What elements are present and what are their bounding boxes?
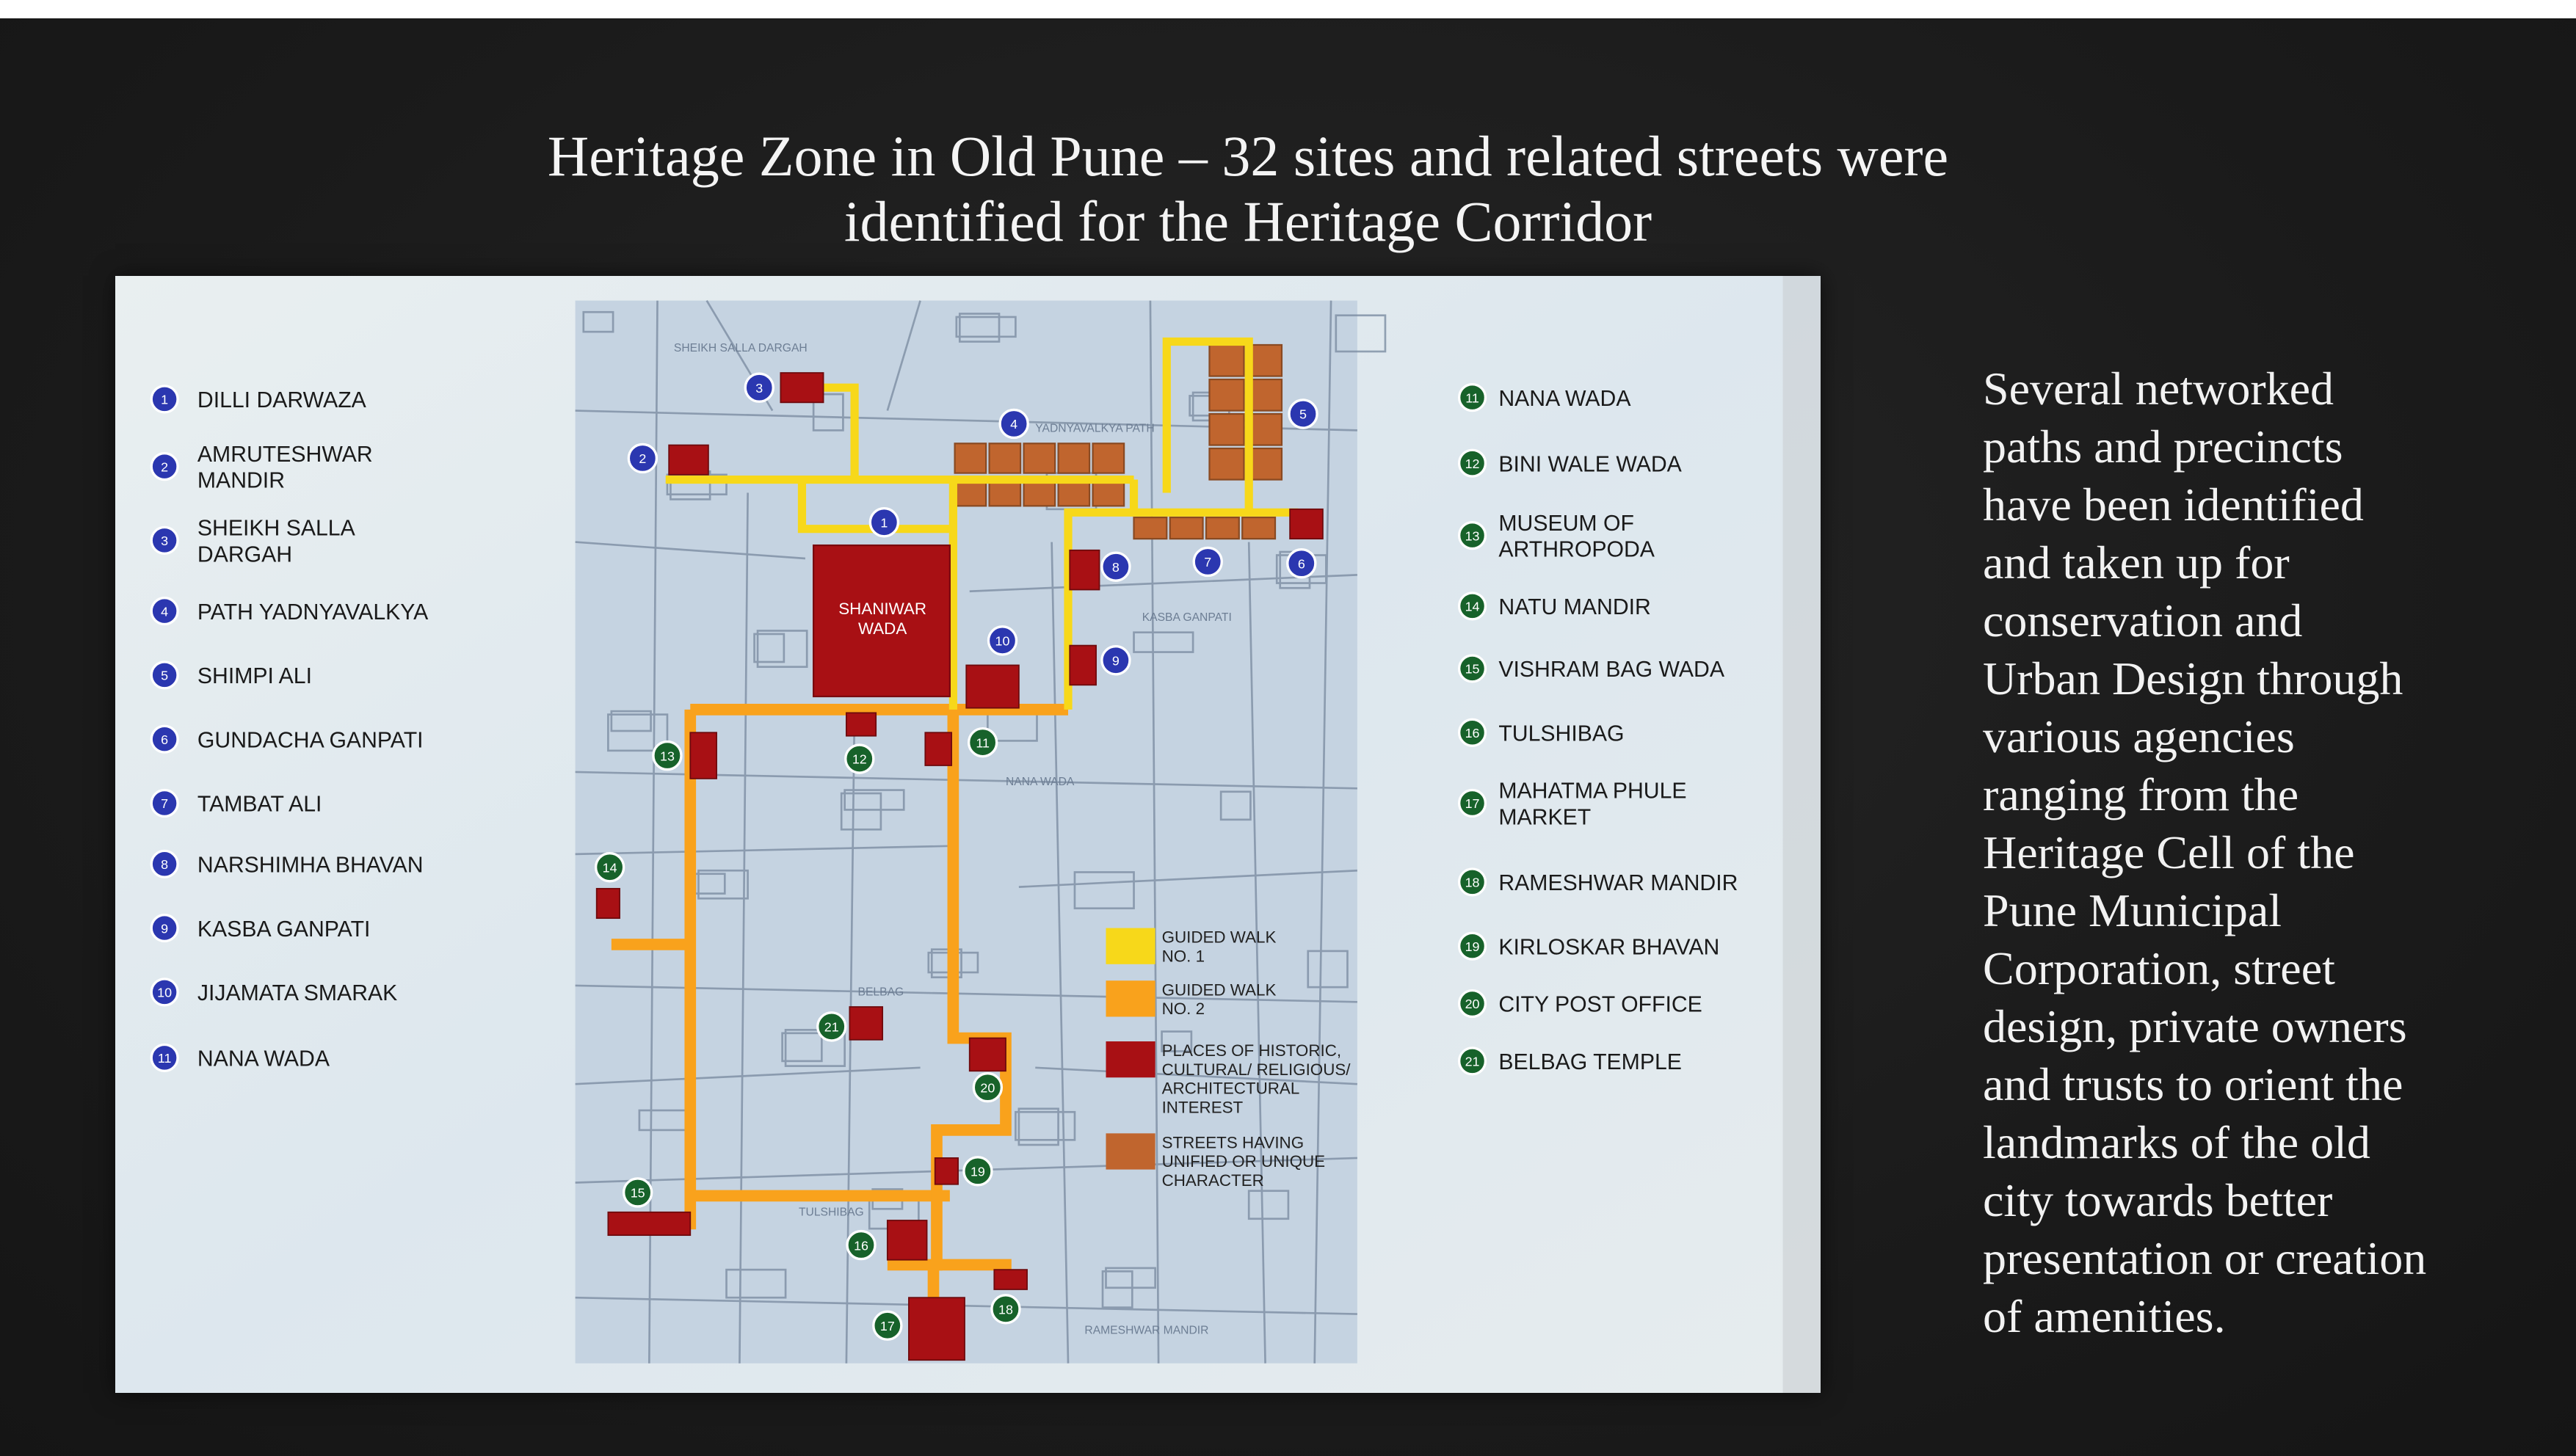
legend-item: [1459, 869, 1738, 895]
street-label: SHEIKH SALLA DARGAH: [673, 341, 808, 354]
legend-label: NARSHIMHA BHAVAN: [197, 853, 424, 878]
marker-number: 3: [755, 380, 763, 396]
legend-label: MARKET: [1498, 805, 1592, 830]
legend-number: 16: [1465, 725, 1480, 740]
legend-number: 3: [161, 534, 169, 549]
legend-number: 5: [161, 668, 169, 683]
street-label: BELBAG: [857, 986, 904, 999]
marker-number: 4: [1010, 417, 1018, 432]
street-label: TULSHIBAG: [798, 1206, 864, 1219]
heritage-site-block: [994, 1270, 1027, 1289]
heritage-site-block: [909, 1297, 965, 1360]
legend-label: TAMBAT ALI: [197, 792, 322, 817]
map-key-label: ARCHITECTURAL: [1161, 1079, 1300, 1098]
site-marker-13[interactable]: [653, 742, 681, 770]
marker-number: 21: [824, 1019, 839, 1035]
marker-number: 7: [1204, 555, 1212, 570]
street-block: [1093, 443, 1125, 473]
marker-number: 19: [970, 1164, 985, 1179]
marker-number: 20: [980, 1080, 995, 1096]
site-marker-2[interactable]: [628, 444, 656, 472]
heritage-site-block: [690, 732, 716, 779]
map-key-swatch: [1106, 1133, 1155, 1169]
body-text-line: landmarks of the old: [1983, 1116, 2370, 1168]
heritage-site-block: [846, 713, 876, 735]
legend-number: 9: [161, 921, 169, 936]
map-paper-edge: [1783, 276, 1821, 1393]
legend-number: 11: [1465, 390, 1479, 406]
legend-label: GUNDACHA GANPATI: [197, 728, 424, 753]
legend-number: 17: [1465, 796, 1480, 812]
site-marker-10[interactable]: [988, 627, 1016, 655]
legend-label: MAHATMA PHULE: [1498, 779, 1687, 804]
legend-label: ARTHROPODA: [1498, 537, 1655, 562]
shaniwar-wada: [813, 545, 950, 696]
map-key-label: UNIFIED OR UNIQUE: [1161, 1152, 1326, 1171]
street-block: [1206, 517, 1239, 539]
legend-label: MUSEUM OF: [1498, 511, 1634, 536]
street-block: [990, 443, 1021, 473]
legend-number: 7: [161, 796, 169, 812]
street-block: [1134, 517, 1167, 539]
legend-number: 13: [1465, 528, 1480, 544]
heritage-site-block: [849, 1007, 882, 1040]
legend-label: TULSHIBAG: [1498, 721, 1625, 746]
marker-number: 13: [660, 749, 675, 764]
heritage-map-image: [115, 276, 1821, 1393]
body-text-line: have been identified: [1983, 478, 2364, 531]
marker-number: 15: [630, 1185, 645, 1201]
body-text-line: city towards better: [1983, 1174, 2333, 1226]
legend-label: DARGAH: [197, 542, 293, 567]
legend-number: 2: [161, 459, 169, 475]
map-key-label: NO. 1: [1161, 947, 1205, 966]
body-text-line: and taken up for: [1983, 536, 2290, 589]
site-marker-11[interactable]: [969, 729, 997, 757]
street-block: [1209, 448, 1244, 480]
marker-number: 10: [995, 633, 1010, 649]
marker-number: 18: [998, 1302, 1013, 1317]
legend-label: MANDIR: [197, 468, 286, 493]
map-key-swatch: [1106, 928, 1155, 964]
marker-number: 12: [852, 751, 867, 767]
map-key-label: GUIDED WALK: [1161, 928, 1277, 947]
street-label: YADNYAVALKYA PATH: [1035, 422, 1155, 435]
legend-label: RAMESHWAR MANDIR: [1498, 871, 1738, 896]
marker-number: 16: [854, 1238, 868, 1253]
heritage-site-block: [935, 1158, 958, 1184]
street-block: [955, 443, 987, 473]
map-key-label: PLACES OF HISTORIC,: [1161, 1041, 1342, 1060]
legend-item: [1459, 655, 1725, 682]
site-marker-16[interactable]: [847, 1231, 875, 1259]
title-line: identified for the Heritage Corridor: [843, 189, 1652, 253]
body-text-line: Several networked: [1983, 363, 2334, 415]
heritage-site-block: [608, 1212, 690, 1235]
heritage-site-block: [1290, 509, 1323, 539]
legend-label: NANA WADA: [1498, 386, 1631, 411]
street-block: [1209, 345, 1244, 376]
site-marker-17[interactable]: [874, 1311, 901, 1339]
site-marker-1[interactable]: [870, 509, 898, 536]
legend-item: [1459, 933, 1720, 959]
street-label: NANA WADA: [1005, 775, 1075, 788]
marker-number: 11: [976, 735, 990, 751]
street-label: KASBA GANPATI: [1142, 611, 1232, 625]
street-label: RAMESHWAR MANDIR: [1084, 1324, 1209, 1337]
site-marker-5[interactable]: [1289, 400, 1317, 428]
legend-label: JIJAMATA SMARAK: [197, 981, 398, 1006]
site-marker-3[interactable]: [745, 374, 773, 401]
legend-label: VISHRAM BAG WADA: [1498, 658, 1725, 682]
marker-number: 1: [880, 515, 888, 531]
map-key-label: INTEREST: [1161, 1098, 1244, 1117]
site-marker-18[interactable]: [992, 1295, 1020, 1323]
map-key-label: STREETS HAVING: [1161, 1133, 1305, 1152]
title-line: Heritage Zone in Old Pune – 32 sites and related streets were: [547, 124, 1949, 188]
map-key-label: GUIDED WALK: [1161, 980, 1277, 1000]
map-key-swatch: [1106, 980, 1155, 1016]
street-block: [1059, 443, 1090, 473]
body-text-line: conservation and: [1983, 594, 2303, 647]
legend-number: 8: [161, 857, 169, 873]
legend-number: 4: [161, 604, 169, 619]
site-marker-9[interactable]: [1102, 647, 1130, 674]
heritage-site-block: [888, 1220, 927, 1260]
legend-number: 11: [157, 1051, 172, 1066]
legend-number: 1: [161, 392, 169, 407]
site-marker-21[interactable]: [818, 1013, 846, 1041]
map-key-label: CULTURAL/ RELIGIOUS/: [1161, 1060, 1351, 1079]
legend-label: CITY POST OFFICE: [1498, 992, 1702, 1017]
site-marker-12[interactable]: [846, 745, 874, 773]
heritage-site-block: [925, 732, 951, 765]
site-marker-15[interactable]: [624, 1179, 652, 1206]
heritage-site-block: [780, 373, 823, 402]
street-block: [1209, 414, 1244, 445]
map-key-label: NO. 2: [1161, 1000, 1205, 1019]
street-block: [1024, 443, 1056, 473]
site-marker-4[interactable]: [1000, 410, 1028, 437]
body-text-line: Corporation, street: [1983, 942, 2335, 994]
legend-label: PATH YADNYAVALKYA: [197, 600, 429, 625]
body-text-line: of amenities.: [1983, 1290, 2226, 1342]
marker-number: 8: [1111, 559, 1120, 575]
legend-number: 15: [1465, 661, 1480, 677]
legend-number: 10: [157, 985, 173, 1000]
shaniwar-wada-label: WADA: [857, 619, 907, 638]
heritage-site-block: [970, 1038, 1006, 1071]
legend-number: 19: [1465, 939, 1480, 954]
marker-number: 9: [1111, 653, 1120, 669]
body-text-line: various agencies: [1983, 710, 2295, 762]
legend-label: KIRLOSKAR BHAVAN: [1498, 935, 1720, 960]
map-key-swatch: [1106, 1041, 1155, 1077]
heritage-site-block: [669, 445, 708, 475]
site-marker-19[interactable]: [964, 1157, 992, 1185]
body-text-line: presentation or creation: [1983, 1232, 2427, 1284]
slide-title: [367, 123, 2129, 254]
legend-label: DILLI DARWAZA: [197, 388, 366, 413]
marker-number: 5: [1299, 407, 1307, 422]
legend-number: 21: [1465, 1054, 1480, 1069]
legend-number: 20: [1465, 997, 1480, 1012]
marker-number: 2: [639, 451, 647, 467]
legend-label: SHIMPI ALI: [197, 664, 312, 689]
site-marker-6[interactable]: [1288, 550, 1316, 578]
body-text-line: Pune Municipal: [1983, 884, 2282, 936]
body-text-line: and trusts to orient the: [1983, 1058, 2403, 1110]
map-key-label: CHARACTER: [1161, 1171, 1264, 1190]
street-block: [1242, 517, 1275, 539]
shaniwar-wada-label: SHANIWAR: [838, 600, 927, 619]
legend-label: BELBAG TEMPLE: [1498, 1050, 1682, 1075]
legend-label: SHEIKH SALLA: [197, 516, 355, 541]
legend-number: 18: [1465, 875, 1480, 890]
heritage-site-block: [1070, 646, 1096, 685]
legend-label: KASBA GANPATI: [197, 917, 371, 942]
top-white-strip: [0, 0, 2576, 18]
heritage-site-block: [597, 889, 620, 918]
body-text-line: ranging from the: [1983, 768, 2299, 820]
legend-label: NATU MANDIR: [1498, 595, 1651, 620]
legend-label: NANA WADA: [197, 1046, 330, 1071]
legend-label: BINI WALE WADA: [1498, 452, 1682, 477]
body-text-line: Heritage Cell of the: [1983, 826, 2355, 878]
body-paragraph: [1983, 360, 2426, 1345]
heritage-site-block: [966, 665, 1019, 707]
site-marker-7[interactable]: [1194, 547, 1222, 575]
street-block: [1209, 379, 1244, 411]
marker-number: 6: [1297, 556, 1305, 572]
body-text-line: Urban Design through: [1983, 652, 2403, 705]
legend-number: 6: [161, 732, 169, 747]
body-text-line: design, private owners: [1983, 1000, 2407, 1052]
body-text-line: paths and precincts: [1983, 421, 2343, 473]
marker-number: 17: [879, 1318, 895, 1333]
heritage-site-block: [1070, 550, 1099, 590]
legend-label: AMRUTESHWAR: [197, 442, 373, 467]
site-marker-20[interactable]: [973, 1074, 1001, 1102]
legend-number: 14: [1465, 599, 1480, 614]
marker-number: 14: [602, 860, 617, 876]
street-block: [1170, 517, 1203, 539]
site-marker-8[interactable]: [1102, 553, 1130, 580]
site-marker-14[interactable]: [596, 853, 624, 881]
legend-number: 12: [1465, 456, 1480, 471]
